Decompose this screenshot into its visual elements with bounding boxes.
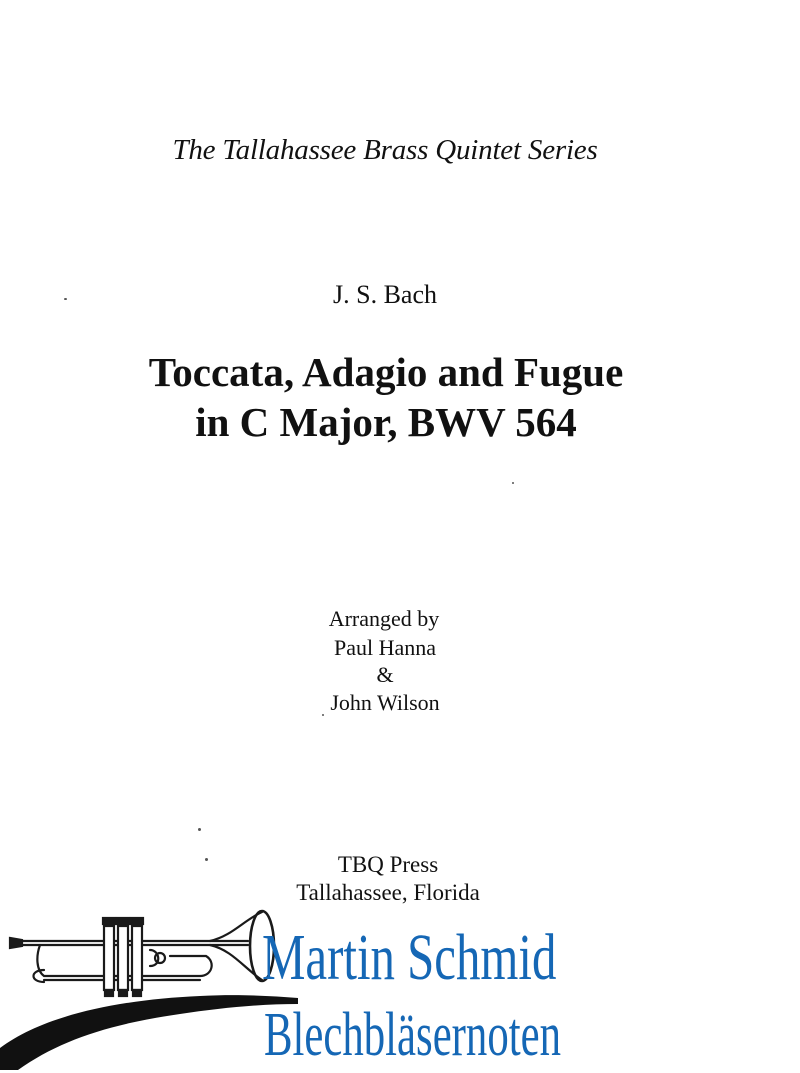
work-title <box>0 347 772 447</box>
scan-speck <box>198 828 201 831</box>
scan-speck <box>512 482 514 484</box>
composer-name: J. S. Bach <box>333 280 437 309</box>
arranged-by-label: Arranged by <box>328 606 440 631</box>
arranger-name: John Wilson <box>330 690 440 715</box>
watermark-line-2: Blechbläsernoten <box>264 1001 561 1069</box>
watermark-line-1: Martin Schmid <box>262 921 557 994</box>
scan-speck <box>322 714 324 716</box>
trumpet-icon <box>0 900 300 1070</box>
work-title-line-1: Toccata, Adagio and Fugue <box>148 349 624 395</box>
publisher-location: Tallahassee, Florida <box>296 880 480 905</box>
series-title: The Tallahassee Brass Quintet Series <box>172 134 598 166</box>
arranger-name: Paul Hanna <box>333 635 437 660</box>
ampersand: & <box>376 662 394 687</box>
scan-speck <box>64 298 67 300</box>
work-title-line-2: in C Major, BWV 564 <box>195 399 577 445</box>
scan-speck <box>205 858 208 861</box>
publisher-name: TBQ Press <box>337 852 439 877</box>
